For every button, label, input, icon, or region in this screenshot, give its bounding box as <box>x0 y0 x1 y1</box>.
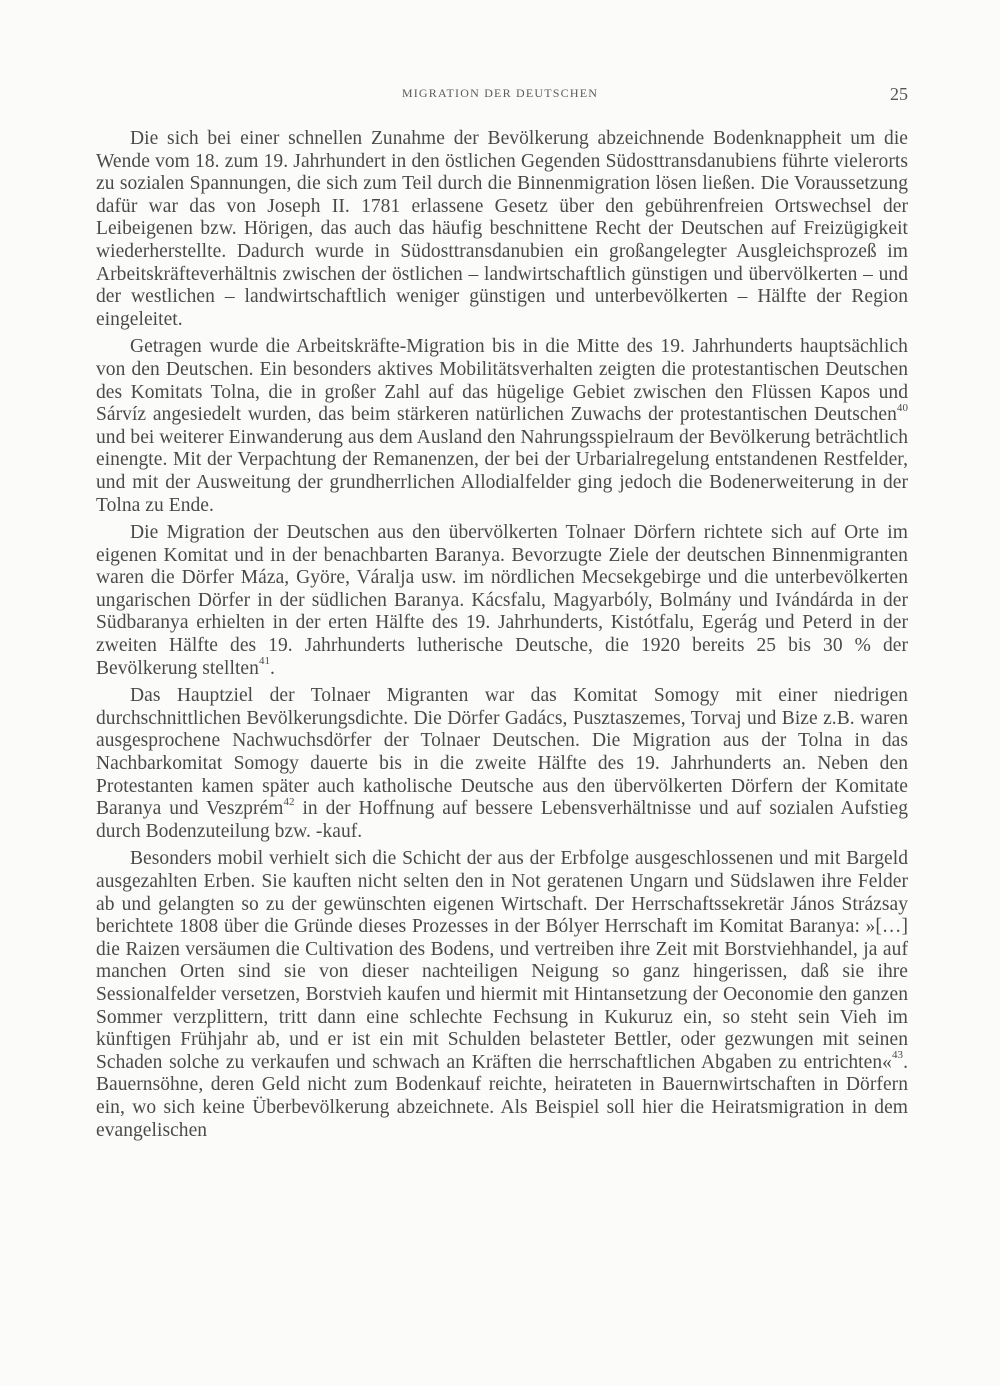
paragraph-text: Die sich bei einer schnellen Zunahme der Bevölkerung abzeichnende Bodenknappheit um die Wende vom 18. zum 19. Jahrhundert in den östlichen Gegenden Südosttransdanubiens führte vielerorts zu sozialen Spannungen, die sich zum Teil durch die Binnenmigration lösen ließen. Die Voraussetzung dafür war das von Joseph II. 1781 erlassene Gesetz über den gebührenfreien Ortswechsel der Leibeigenen bzw. Hörigen, das auch das häufig beschnittene Recht der Deutschen auf Freizügigkeit wiederherstellte. Dadurch wurde in Südosttransdanubien ein großangelegter Ausgleichsprozeß im Arbeitskräfteverhältnis zwischen der östlichen – landwirtschaftlich günstigen und übervölkerten – und der westlichen – landwirtschaftlich weniger günstigen und unterbevölkerten – Hälfte der Region eingeleitet. <box>96 128 908 330</box>
footnote-ref-42[interactable]: 42 <box>283 795 295 808</box>
footnote-ref-43[interactable]: 43 <box>891 1049 904 1062</box>
running-title: MIGRATION DER DEUTSCHEN <box>401 86 599 100</box>
page-number: 25 <box>890 84 908 104</box>
paragraph-2 <box>96 336 908 517</box>
paragraph-5 <box>96 848 908 1142</box>
paragraph-text: Die Migration der Deutschen aus den übervölkerten Tolnaer Dörfern richtete sich auf Orte im eigenen Komitat und in der benachbarten Baranya. Bevorzugte Ziele der deutschen Binnenmigranten waren die Dörfer Máza, Györe, Váralja usw. im nördlichen Mecsekgebirge und die unterbevölkerten ungarischen Dörfer in der südlichen Baranya. Kácsfalu, Magyarbóly, Bolmány und Ivándárda in der Südbaranya erhielten in der erten Hälfte des 19. Jahrhunderts, Kistótfalu, Egerág und Peterd in der zweiten Hälfte des 19. Jahrhunderts lutherische Deutsche, die 1920 bereits 25 bis 30 % der Bevölkerung stellten <box>96 522 908 679</box>
paragraph-text: Besonders mobil verhielt sich die Schicht der aus der Erbfolge ausgeschlossenen und mit Bargeld ausgezahlten Erben. Sie kauften nicht selten den in Not geratenen Ungarn und Südslawen ihre Felder ab und gelangten so zu der gewünschten eigenen Wirtschaft. Der Herrschaftssekretär János Strázsay berichtete 1808 über die Gründe dieses Prozesses in der Bólyer Herrschaft im Komitat Baranya: »[…] die Raizen versäumen die Cultivation des Bodens, und vertreiben ihre Zeit mit Borstviehhandel, ja auf manchen Orten sind sie von dieser nachteiligen Neigung so ganz hingerissen, daß sie ihre Sessionalfelder versetzen, Borstvieh kaufen und hiermit mit Hintansetzung der Oeconomie den ganzen Sommer verzplittern, tritt dann eine schlechte Fechsung in Kukuruz ein, so steht sein Vieh im künftigen Frühjahr ab, und er ist ein mit Schulden belasteter Bettler, oder gezwungen mit seinen Schaden solche zu verkaufen und schwach an Kräften die herrschaftlichen Abgaben zu entrichten« <box>96 848 908 1073</box>
running-header <box>0 84 1000 108</box>
footnote-ref-41[interactable]: 41 <box>258 655 271 668</box>
body-text <box>96 128 908 1142</box>
paragraph-text: . Bauernsöhne, deren Geld nicht zum Bodenkauf reichte, heirateten in Bauernwirtschaften in Dörfern ein, wo sich keine Überbevölkerung abzeichnete. Als Beispiel soll hier die Heiratsmigration in dem evangelischen <box>96 1051 908 1141</box>
paragraph-3 <box>96 522 908 680</box>
footnote-ref-40[interactable]: 40 <box>896 401 908 414</box>
paragraph-text: Getragen wurde die Arbeitskräfte-Migration bis in die Mitte des 19. Jahrhunderts hauptsächlich von den Deutschen. Ein besonders aktives Mobilitätsverhalten zeigten die protestantischen Deutschen des Komitats Tolna, die in großer Zahl auf das hügelige Gebiet zwischen den Flüssen Kapos und Sárvíz angesiedelt wurden, das beim stärkeren natürlichen Zuwachs der protestantischen Deutschen <box>96 336 908 426</box>
paragraph-text: in der Hoffnung auf bessere Lebensverhältnisse und auf sozialen Aufstieg durch Bodenzuteilung bzw. -kauf. <box>96 798 908 842</box>
paragraph-1 <box>96 128 908 331</box>
paragraph-text: . <box>270 657 275 679</box>
paragraph-text: Das Hauptziel der Tolnaer Migranten war das Komitat Somogy mit einer niedrigen durchschnittlichen Bevölkerungsdichte. Die Dörfer Gadács, Pusztaszemes, Torvaj und Bize z.B. waren ausgesprochene Nachwuchsdörfer der Tolnaer Deutschen. Die Migration aus der Tolna in das Nachbarkomitat Somogy dauerte bis in die zweite Hälfte des 19. Jahrhunderts an. Neben den Protestanten kamen später auch katholische Deutsche aus den übervölkerten Dörfern der Komitate Baranya und Veszprém <box>96 685 908 820</box>
paragraph-text: und bei weiterer Einwanderung aus dem Ausland den Nahrungsspielraum der Bevölkerung beträchtlich einengte. Mit der Verpachtung der Remanenzen, der bei der Urbarialregelung entstandenen Restfelder, und mit der Ausweitung der grundherrlichen Allodialfelder ging jedoch die Bodenerweiterung in der Tolna zu Ende. <box>96 426 908 516</box>
paragraph-4 <box>96 685 908 843</box>
